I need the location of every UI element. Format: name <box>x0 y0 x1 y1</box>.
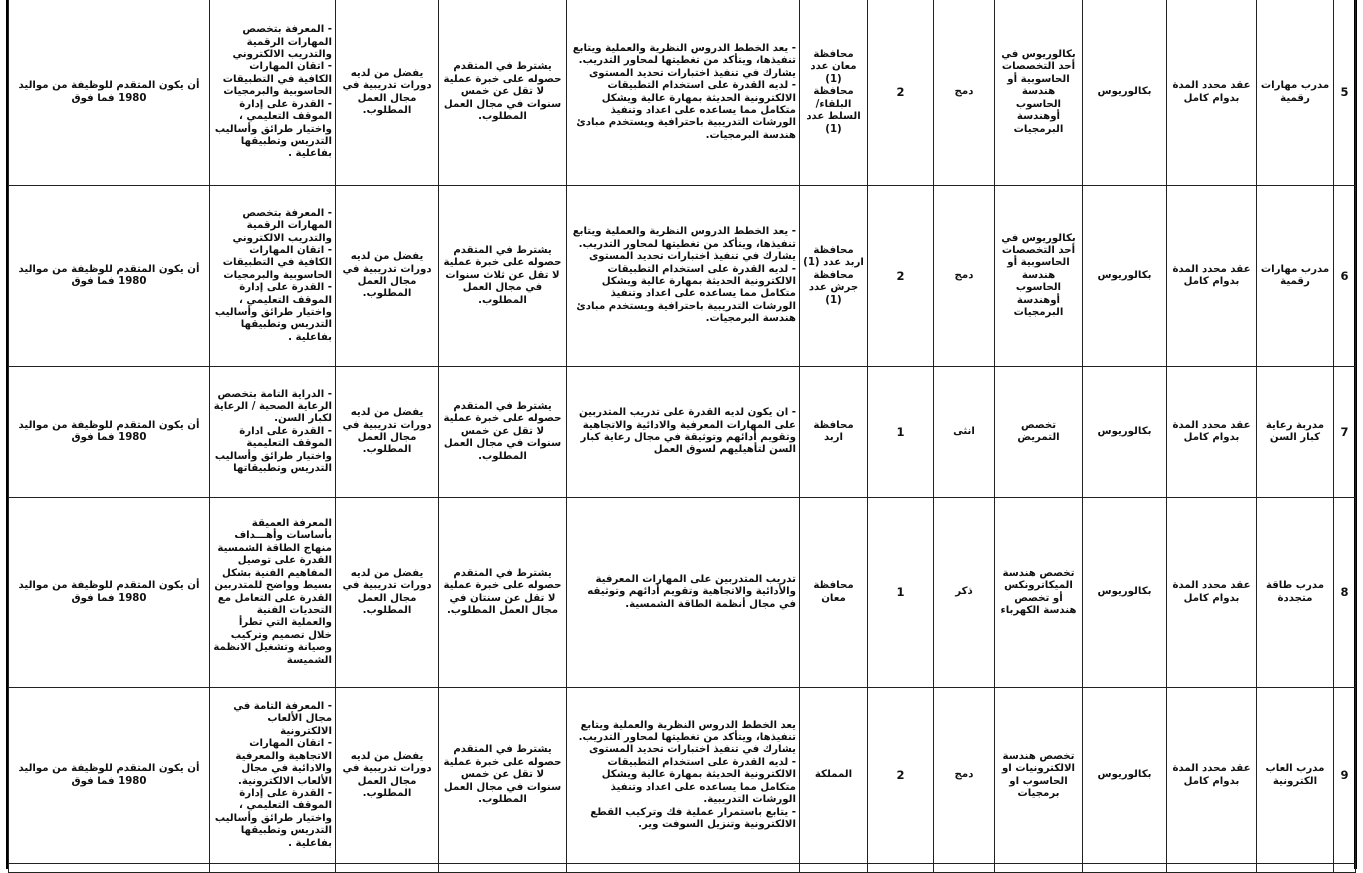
location: محافظة اربد عدد (1) محافظة جرش عدد (1) <box>800 186 868 367</box>
contract-type: عقد محدد المدة بدوام كامل <box>1167 688 1257 864</box>
training-preference: يفضل من لديه دورات تدريبية في مجال العمل المطلوب. <box>336 0 439 186</box>
job-tasks: تدريب المتدربين على المهارات المعرفية والأدائية والاتجاهية وتقويم أدائهم وتوثيقه في مجال أنظمة الطاقة الشمسية. <box>567 498 800 688</box>
age-requirement: أن يكون المتقدم للوظيفة من مواليد 1980 فما فوق <box>9 186 210 367</box>
training-preference: يفضل من لديه دورات تدريبية في مجال العمل المطلوب. <box>336 688 439 864</box>
vacancy-count: 2 <box>868 0 934 186</box>
empty-cell <box>1334 864 1356 873</box>
degree: بكالوريوس <box>1083 367 1167 498</box>
row-number: 8 <box>1334 498 1356 688</box>
degree: بكالوريوس <box>1083 688 1167 864</box>
job-vacancies-table <box>8 0 1356 873</box>
skills: - الدراية التامة بتخصص الرعاية الصحية / الرعاية لكبار السن. - القدرة على ادارة الموقف التعليمية واختيار طرائق وأساليب التدريس وتطبيقاتها <box>210 367 336 498</box>
empty-cell <box>210 864 336 873</box>
gender: دمج <box>934 688 995 864</box>
job-tasks: - ان يكون لديه القدرة على تدريب المتدربين على المهارات المعرفية والادائية والاتجاهية وتقويم أدائهم وتوثيقة في مجال رعاية كبار السن لتأهيليهم لسوق العمل <box>567 367 800 498</box>
job-title: مدرب مهارات رقمية <box>1257 186 1334 367</box>
age-requirement: أن يكون المتقدم للوظيفة من مواليد 1980 فما فوق <box>9 498 210 688</box>
empty-cell <box>1167 864 1257 873</box>
specialization: بكالوريوس في أحد التخصصات الحاسوبية أو هندسة الحاسوب أوهندسة البرمجيات <box>995 186 1083 367</box>
empty-cell <box>868 864 934 873</box>
gender: انثى <box>934 367 995 498</box>
job-tasks: - يعد الخطط الدروس النظرية والعملية ويتابع تنفيذها، ويتأكد من تغطيتها لمحاور التدريب. يشارك في تنفيذ اختبارات تحديد المستوى - لديه القدرة على استخدام التطبيقات الالكترونية الحديثة بمهارة عالية ويشكل متكامل مما يساعده على اعداد وتنفيذ الورشات التدريبية باحترافية ويستخدم مبادئ هندسة البرمجيات. <box>567 0 800 186</box>
table-row <box>9 186 1356 367</box>
experience-requirement: يشترط في المتقدم حصوله على خبرة عملية لا تقل عن سنتان في مجال العمل المطلوب. <box>439 498 567 688</box>
job-title: مدرب العاب الكترونية <box>1257 688 1334 864</box>
degree: بكالوريوس <box>1083 498 1167 688</box>
vacancy-count: 1 <box>868 498 934 688</box>
table-row <box>9 367 1356 498</box>
empty-cell <box>336 864 439 873</box>
specialization: تخصص التمريض <box>995 367 1083 498</box>
specialization: تخصص هندسة الالكترونيات او الحاسوب او برمجيات <box>995 688 1083 864</box>
training-preference: يفضل من لديه دورات تدريبية في مجال العمل المطلوب. <box>336 186 439 367</box>
skills: المعرفة العميقة بأساسات وأهـــداف منهاج الطاقة الشمسية القدرة على توصيل المفاهيم الفنية بشكل بسيط وواضح للمتدربين القدرة على التعامل مع التحديات الفنية والعملية التي تطرأ خلال تصميم وتركيب وصيانة وتشغيل الانظمة الشميسة <box>210 498 336 688</box>
specialization: بكالوريوس في أحد التخصصات الحاسوبية أو هندسة الحاسوب أوهندسة البرمجيات <box>995 0 1083 186</box>
table-row <box>9 688 1356 864</box>
location: محافظة اربد <box>800 367 868 498</box>
empty-cell <box>1257 864 1334 873</box>
age-requirement: أن يكون المتقدم للوظيفة من مواليد 1980 فما فوق <box>9 0 210 186</box>
job-title: مدربة رعاية كبار السن <box>1257 367 1334 498</box>
row-number: 7 <box>1334 367 1356 498</box>
experience-requirement: يشترط في المتقدم حصوله على خبرة عملية لا تقل عن خمس سنوات في مجال العمل المطلوب. <box>439 688 567 864</box>
empty-cell <box>567 864 800 873</box>
specialization: تخصص هندسة الميكاترونكس أو تخصص هندسة الكهرباء <box>995 498 1083 688</box>
degree: بكالوريوس <box>1083 186 1167 367</box>
experience-requirement: يشترط في المتقدم حصوله على خبرة عملية لا تقل عن خمس سنوات في مجال العمل المطلوب. <box>439 367 567 498</box>
row-number: 5 <box>1334 0 1356 186</box>
gender: دمج <box>934 0 995 186</box>
empty-cell <box>9 864 210 873</box>
age-requirement: أن يكون المتقدم للوظيفة من مواليد 1980 فما فوق <box>9 367 210 498</box>
gender: ذكر <box>934 498 995 688</box>
empty-cell <box>439 864 567 873</box>
vacancy-count: 2 <box>868 688 934 864</box>
table-row <box>9 0 1356 186</box>
vacancy-count: 1 <box>868 367 934 498</box>
job-tasks: - يعد الخطط الدروس النظرية والعملية ويتابع تنفيذها، ويتأكد من تغطيتها لمحاور التدريب. يشارك في تنفيذ اختبارات تحديد المستوى - لديه القدرة على استخدام التطبيقات الالكترونية الحديثة بمهارة عالية ويشكل متكامل مما يساعده على اعداد وتنفيذ الورشات التدريبية باحترافية ويستخدم مبادئ هندسة البرمجيات. <box>567 186 800 367</box>
empty-cell <box>800 864 868 873</box>
contract-type: عقد محدد المدة بدوام كامل <box>1167 498 1257 688</box>
location: محافظة معان <box>800 498 868 688</box>
location: المملكة <box>800 688 868 864</box>
contract-type: عقد محدد المدة بدوام كامل <box>1167 367 1257 498</box>
experience-requirement: يشترط في المتقدم حصوله على خبرة عملية لا تقل عن خمس سنوات في مجال العمل المطلوب. <box>439 0 567 186</box>
job-tasks: يعد الخطط الدروس النظرية والعملية ويتابع تنفيذها، ويتأكد من تغطيتها لمحاور التدريب. يشارك في تنفيذ اختبارات تحديد المستوى - لديه القدرة على استخدام التطبيقات الالكترونية الحديثة بمهارة عالية ويشكل متكامل مما يساعده على اعداد وتنفيذ الورشات التدريبية. - يتابع باستمرار عملية فك وتركيب القطع الالكترونية وتنزيل السوفت وير. <box>567 688 800 864</box>
training-preference: يفضل من لديه دورات تدريبية في مجال العمل المطلوب. <box>336 367 439 498</box>
empty-cell <box>995 864 1083 873</box>
vacancy-count: 2 <box>868 186 934 367</box>
contract-type: عقد محدد المدة بدوام كامل <box>1167 186 1257 367</box>
job-title: مدرب طاقة متجددة <box>1257 498 1334 688</box>
skills: - المعرفة التامة في مجال الألعاب الالكترونية - اتقان المهارات الاتجاهية والمعرفية والادائية في مجال الألعاب الالكترونية. - القدرة على إدارة الموقف التعليمي ، واختيار طرائق وأساليب التدريس وتطبيقها بفاعلية . <box>210 688 336 864</box>
training-preference: يفضل من لديه دورات تدريبية في مجال العمل المطلوب. <box>336 498 439 688</box>
experience-requirement: يشترط في المتقدم حصوله على خبرة عملية لا تقل عن ثلاث سنوات في مجال العمل المطلوب. <box>439 186 567 367</box>
age-requirement: أن يكون المتقدم للوظيفة من مواليد 1980 فما فوق <box>9 688 210 864</box>
gender: دمج <box>934 186 995 367</box>
table-row <box>9 498 1356 688</box>
job-title: مدرب مهارات رقمية <box>1257 0 1334 186</box>
row-number: 6 <box>1334 186 1356 367</box>
empty-cell <box>1083 864 1167 873</box>
table-row-partial <box>9 864 1356 873</box>
skills: - المعرفة بتخصص المهارات الرقمية والتدريب الالكتروني - اتقان المهارات الكافية في التطبيقات الحاسوبية والبرمجيات - القدرة على إدارة الموقف التعليمي ، واختيار طرائق وأساليب التدريس وتطبيقها بفاعلية . <box>210 0 336 186</box>
skills: - المعرفة بتخصص المهارات الرقمية والتدريب الالكتروني - اتقان المهارات الكافية في التطبيقات الحاسوبية والبرمجيات - القدرة على إدارة الموقف التعليمي ، واختيار طرائق وأساليب التدريس وتطبيقها بفاعلية . <box>210 186 336 367</box>
empty-cell <box>934 864 995 873</box>
row-number: 9 <box>1334 688 1356 864</box>
degree: بكالوريوس <box>1083 0 1167 186</box>
location: محافظة معان عدد (1) محافظة البلقاء/ السلط عدد (1) <box>800 0 868 186</box>
contract-type: عقد محدد المدة بدوام كامل <box>1167 0 1257 186</box>
